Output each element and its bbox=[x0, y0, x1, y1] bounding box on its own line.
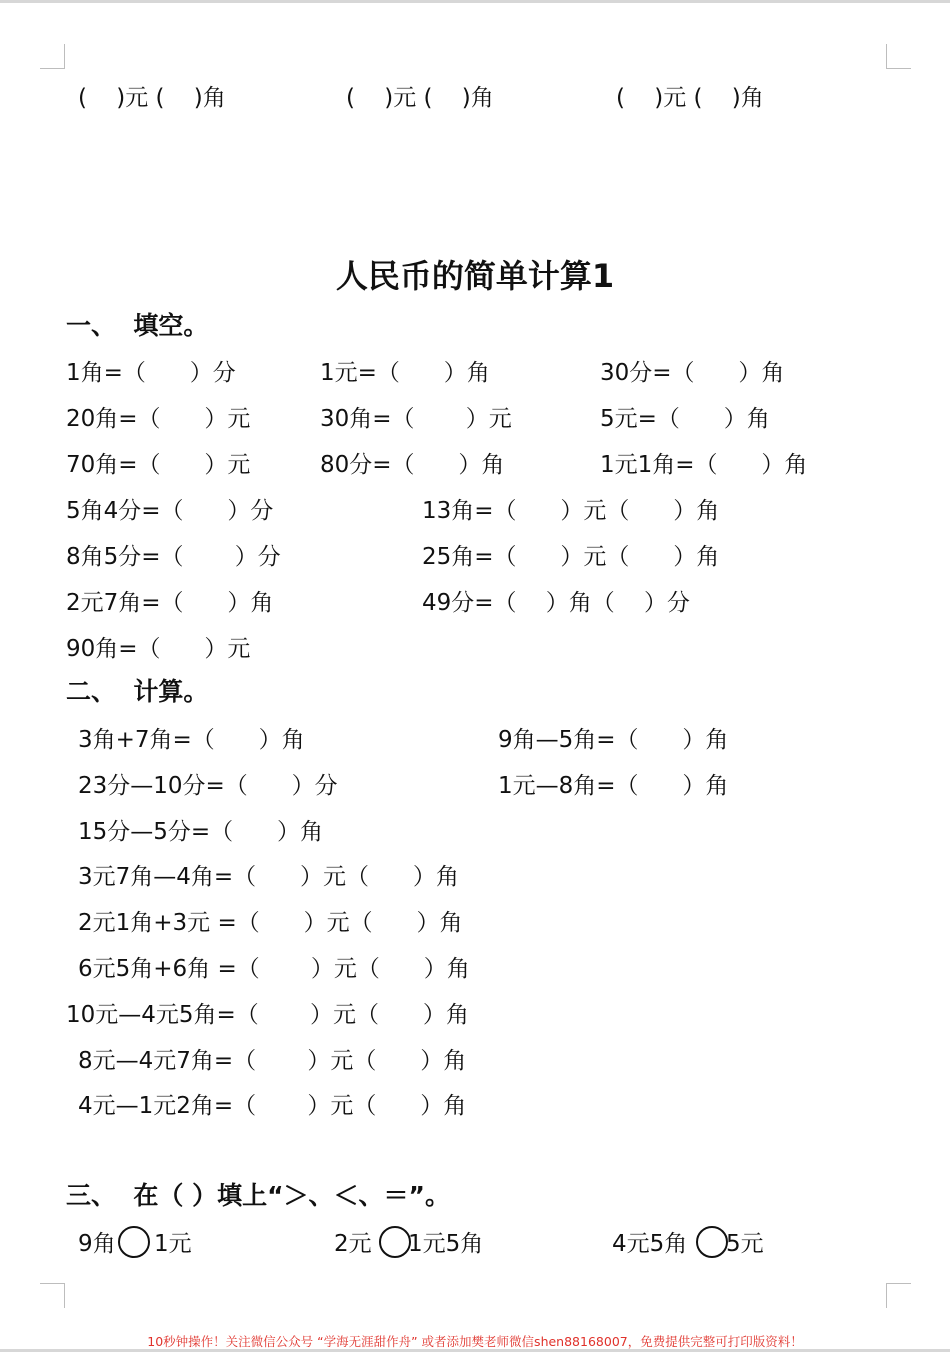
fill-item: 13角=（ ）元（ ）角 bbox=[422, 498, 720, 524]
fill-item: 5元=（ ）角 bbox=[600, 406, 770, 432]
fill-item: 80分=（ ）角 bbox=[320, 452, 505, 478]
calc-item: 6元5角+6角 =（ ）元（ ）角 bbox=[78, 956, 470, 982]
crop-mark-bottom-left bbox=[40, 1283, 65, 1308]
compare-circle[interactable] bbox=[118, 1226, 150, 1258]
section1-heading: 一、 填空。 bbox=[66, 311, 209, 340]
page-title: 人民币的简单计算1 bbox=[335, 257, 615, 295]
top-row-item: ( )元 ( )角 bbox=[616, 85, 764, 111]
crop-mark-top-left bbox=[40, 44, 65, 69]
fill-item: 5角4分=（ ）分 bbox=[66, 498, 274, 524]
fill-item: 30分=（ ）角 bbox=[600, 360, 785, 386]
calc-item: 8元—4元7角=（ ）元（ ）角 bbox=[78, 1048, 467, 1074]
compare-left: 4元5角 bbox=[612, 1231, 688, 1257]
compare-right: 1元5角 bbox=[408, 1231, 484, 1257]
fill-item: 1元=（ ）角 bbox=[320, 360, 490, 386]
section3-heading: 三、 在（ ）填上“＞、＜、＝”。 bbox=[66, 1181, 450, 1210]
fill-item: 1元1角=（ ）角 bbox=[600, 452, 808, 478]
calc-item: 2元1角+3元 =（ ）元（ ）角 bbox=[78, 910, 463, 936]
compare-left: 2元 bbox=[334, 1231, 372, 1257]
fill-item: 30角=（ ）元 bbox=[320, 406, 512, 432]
calc-item: 1元—8角=（ ）角 bbox=[498, 773, 729, 799]
fill-item: 2元7角=（ ）角 bbox=[66, 590, 274, 616]
top-row-item: ( )元 ( )角 bbox=[78, 85, 226, 111]
crop-mark-bottom-right bbox=[886, 1283, 911, 1308]
top-row-item: ( )元 ( )角 bbox=[346, 85, 494, 111]
compare-right: 1元 bbox=[154, 1231, 192, 1257]
section2-heading: 二、 计算。 bbox=[66, 677, 209, 706]
calc-item: 3元7角—4角=（ ）元（ ）角 bbox=[78, 864, 459, 890]
crop-mark-top-right bbox=[886, 44, 911, 69]
fill-item: 8角5分=（ ）分 bbox=[66, 544, 281, 570]
calc-item: 23分—10分=（ ）分 bbox=[78, 773, 338, 799]
compare-right: 5元 bbox=[726, 1231, 764, 1257]
fill-item: 20角=（ ）元 bbox=[66, 406, 251, 432]
fill-item: 70角=（ ）元 bbox=[66, 452, 251, 478]
calc-item: 3角+7角=（ ）角 bbox=[78, 727, 305, 753]
compare-circle[interactable] bbox=[696, 1226, 728, 1258]
promo-footer: 10秒钟操作！关注微信公众号 “学海无涯甜作舟” 或者添加樊老师微信shen88168007，免费提供完整可打印版资料！ bbox=[147, 1334, 803, 1349]
fill-item: 25角=（ ）元（ ）角 bbox=[422, 544, 720, 570]
fill-item: 49分=（ ）角（ ）分 bbox=[422, 590, 691, 616]
compare-circle[interactable] bbox=[379, 1226, 411, 1258]
calc-item: 10元—4元5角=（ ）元（ ）角 bbox=[66, 1002, 469, 1028]
calc-item: 15分—5分=（ ）角 bbox=[78, 819, 324, 845]
fill-item: 1角=（ ）分 bbox=[66, 360, 236, 386]
calc-item: 4元—1元2角=（ ）元（ ）角 bbox=[78, 1093, 467, 1119]
calc-item: 9角—5角=（ ）角 bbox=[498, 727, 729, 753]
compare-left: 9角 bbox=[78, 1231, 116, 1257]
page-top-border bbox=[0, 0, 950, 3]
fill-item: 90角=（ ）元 bbox=[66, 636, 251, 662]
